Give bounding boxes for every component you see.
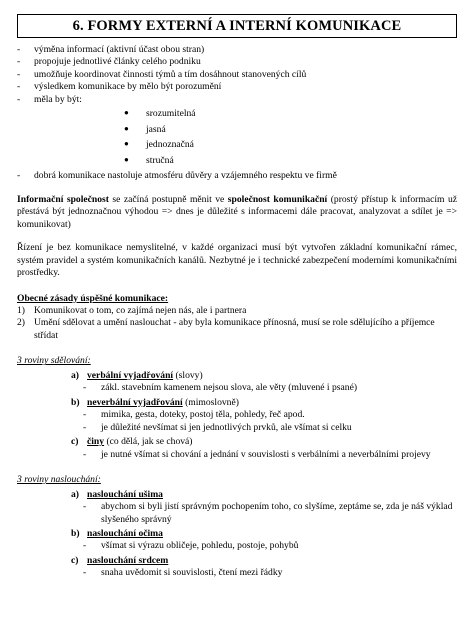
bullet-icon: ●	[124, 154, 129, 164]
sub-item-text: abychom si byli jistí správným pochopením toho, co slyšíme, zeptáme se, zda je náš výklad slyšeného správný	[101, 501, 453, 525]
bold-term: společnost komunikační	[227, 193, 328, 205]
level-title: naslouchání srdcem	[87, 554, 169, 566]
level-note: (co dělá, jak se chová)	[104, 436, 193, 448]
bullet-icon: ●	[124, 139, 129, 149]
principles-heading	[17, 293, 457, 305]
sub-list	[17, 409, 457, 434]
item-text: Komunikovat o tom, co zajímá nejen nás, ale i partnera	[34, 304, 247, 316]
document-page	[17, 14, 457, 580]
title-box	[17, 14, 457, 38]
bold-term: Informační společnost	[17, 193, 109, 205]
level-letter: c)	[71, 436, 79, 448]
sub-item	[17, 422, 457, 434]
level-title: neverbální vyjadřování	[87, 396, 183, 408]
level-title: naslouchání ušima	[87, 488, 163, 500]
listening-level	[17, 489, 457, 501]
sub-item	[17, 409, 457, 421]
list-item: - umožňuje koordinovat činnosti týmů a tím dosáhnout stanovených cílů	[17, 69, 457, 81]
quality-item	[34, 155, 457, 167]
bullet-icon: ●	[124, 123, 129, 133]
listening-heading: 3 roviny naslouchání:	[17, 474, 101, 486]
sub-item	[17, 540, 457, 552]
sub-item-text: je nutné všímat si chování a jednání v souvislosti s verbálními a neverbálními projevy	[101, 448, 431, 460]
dash-mark: -	[83, 501, 87, 513]
sub-item	[17, 501, 457, 526]
intro-list	[17, 44, 457, 183]
list-item: - propojuje jednotlivé články celého podniku	[17, 56, 457, 68]
sub-list	[17, 449, 457, 461]
sub-list	[17, 501, 457, 526]
level-title: verbální vyjadřování	[87, 369, 174, 381]
sub-item	[17, 567, 457, 579]
qualities-list	[34, 108, 457, 167]
listening-level	[17, 555, 457, 567]
level-letter: a)	[71, 488, 79, 500]
level-letter: b)	[71, 528, 80, 539]
sub-item-text: snaha uvědomit si souvislosti, čtení mezi řádky	[101, 567, 283, 579]
principle-item	[17, 305, 457, 317]
list-item: - dobrá komunikace nastoluje atmosféru důvěry a vzájemného respektu ve firmě	[17, 170, 457, 182]
speaking-level	[17, 397, 457, 409]
bullet-icon: ●	[124, 108, 129, 118]
dash-mark: -	[83, 448, 87, 460]
quality-label: stručná	[146, 154, 174, 166]
sub-item	[17, 382, 457, 394]
info-society-paragraph	[17, 194, 457, 231]
principles-list	[17, 305, 457, 342]
paragraph-text: (prostý přístup k informacím už přestává být jednoznačnou výhodou => dnes je důležité s informacemi dále pracovat, analyzovat a sdílet je => komunikovat)	[17, 193, 458, 230]
quality-item	[34, 139, 457, 151]
list-item: - výměna informací (aktivní účast obou stran)	[17, 44, 457, 56]
dash-mark: -	[83, 409, 87, 421]
quality-item	[34, 124, 457, 136]
sub-item-text: mimika, gesta, doteky, postoj těla, pohledy, řeč apod.	[101, 409, 305, 421]
dash-mark: -	[83, 540, 87, 552]
paragraph-text: se začíná postupně měnit ve	[108, 193, 228, 205]
quality-label: jasná	[146, 123, 166, 135]
quality-item	[34, 108, 457, 120]
level-title: činy	[87, 436, 105, 448]
heading-text: Obecné zásady úspěšné komunikace:	[17, 292, 169, 304]
management-paragraph: Řízení je bez komunikace nemyslitelné, v každé organizaci musí být vytvořen základní komunikační rámec, systém pravidel a systém komunikačních kanálů. Nezbytné je i technické zabezpečení moderními komunikačními prostředky.	[17, 242, 457, 279]
level-note: (mimoslovně)	[182, 396, 239, 408]
listening-level	[17, 528, 457, 540]
sub-item-text: všímat si výrazu obličeje, pohledu, postoje, pohybů	[101, 540, 299, 552]
item-number: 1)	[17, 304, 25, 316]
list-item-label: měla by být:	[34, 93, 82, 105]
item-text: Umění sdělovat a umění naslouchat - aby byla komunikace přínosná, musí se role sdělujícího a příjemce střídat	[34, 317, 435, 341]
sub-item	[17, 449, 457, 461]
speaking-heading: 3 roviny sdělování:	[17, 355, 91, 367]
sub-list	[17, 382, 457, 394]
quality-label: srozumitelná	[146, 108, 196, 120]
sub-item-text: je důležité nevšímat si jen jednotlivých prvků, ale všímat si celku	[101, 421, 352, 433]
level-letter: b)	[71, 396, 80, 408]
principle-item	[17, 317, 457, 342]
speaking-level	[17, 370, 457, 382]
level-note: (slovy)	[173, 369, 203, 381]
page-title: 6. FORMY EXTERNÍ A INTERNÍ KOMUNIKACE	[72, 17, 402, 34]
sub-item-text: zákl. stavebním kamenem nejsou slova, ale věty (mluvené i psané)	[101, 382, 358, 394]
dash-mark: -	[83, 567, 87, 579]
list-item: - výsledkem komunikace by mělo být porozumění	[17, 81, 457, 93]
dash-mark: -	[83, 421, 87, 433]
quality-label: jednoznačná	[146, 139, 194, 151]
speaking-level	[17, 436, 457, 448]
dash-mark: -	[83, 382, 87, 394]
level-letter: c)	[71, 554, 79, 566]
sub-list	[17, 540, 457, 552]
list-item	[17, 94, 457, 167]
item-number: 2)	[17, 317, 25, 329]
sub-list	[17, 567, 457, 579]
level-letter: a)	[71, 369, 79, 381]
level-title: naslouchání očima	[87, 528, 163, 539]
